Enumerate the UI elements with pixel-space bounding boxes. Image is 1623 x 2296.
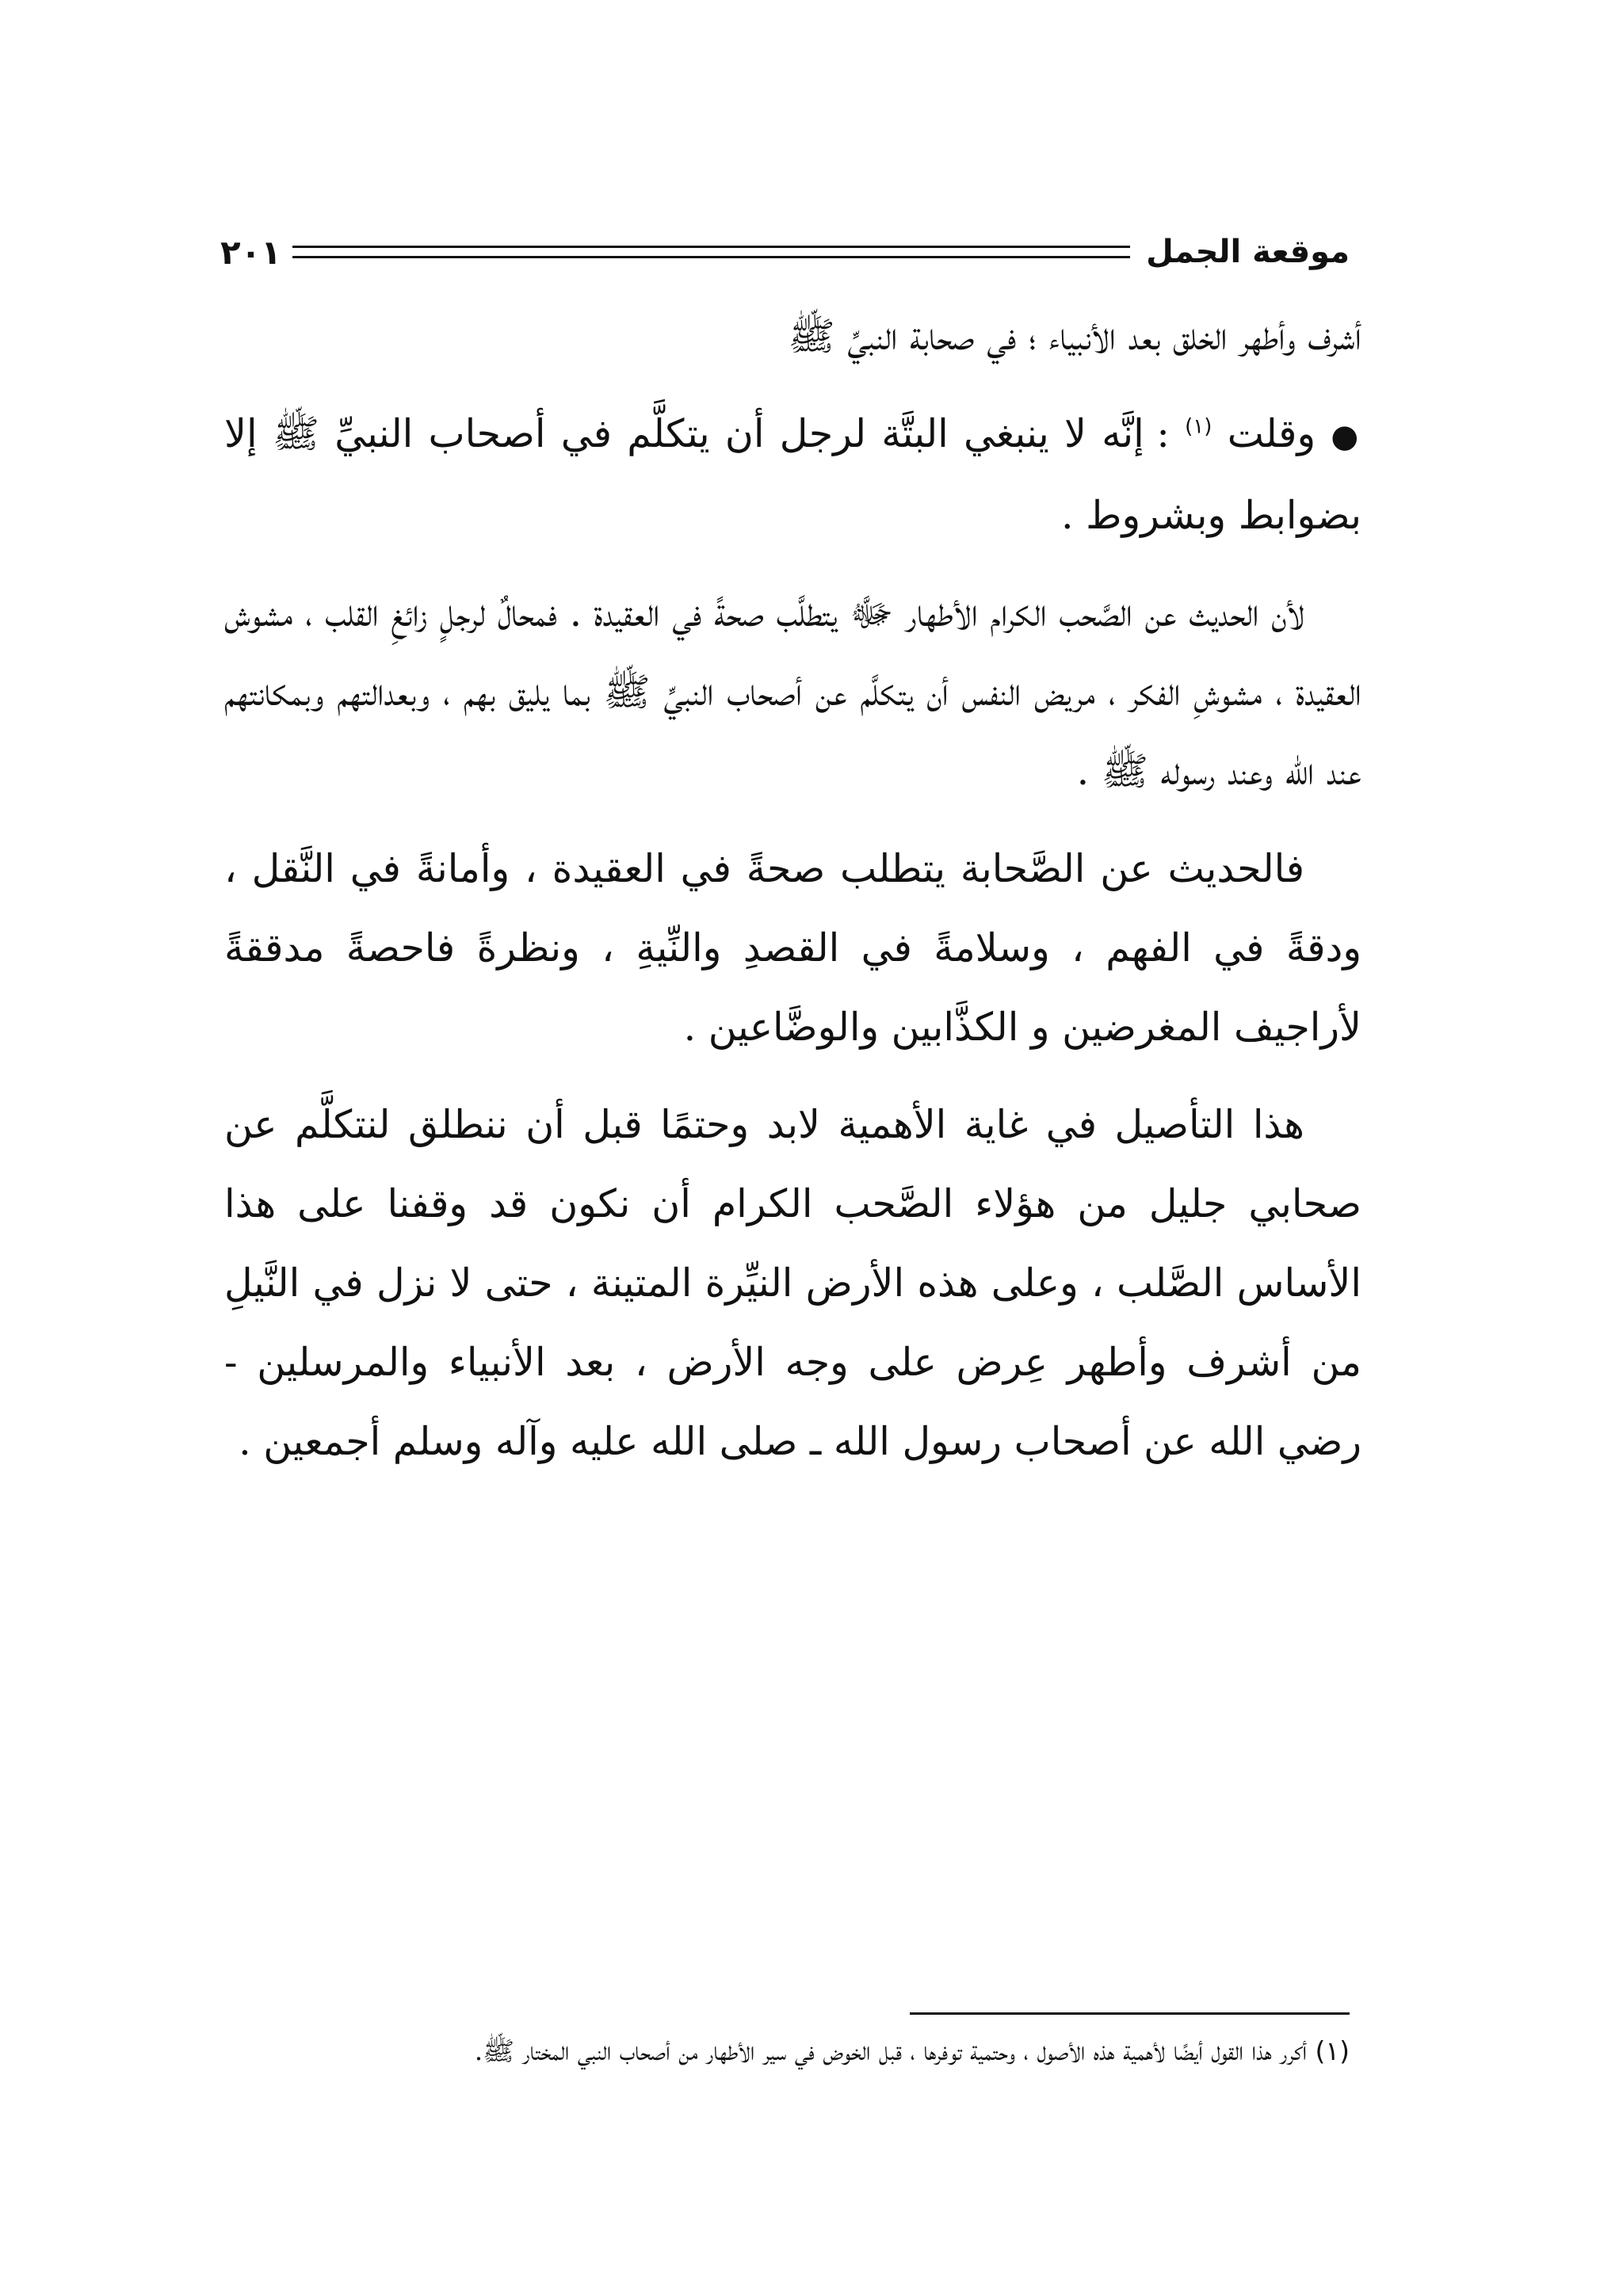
header-rule (292, 246, 1130, 258)
page-number: ٢٠١ (220, 232, 281, 272)
paragraph: هذا التأصيل في غاية الأهمية لابد وحتمًا قبل أن ننطلق لنتكلَّم عن صحابي جليل من هؤلاء الصَّحب الكرام أن نكون قد وقفنا على هذا الأساس الصَّلب ، وعلى هذه الأرض النيِّرة المتينة ، حتى لا نزل في النَّيلِ من أشرف وأطهر عِرض على وجه الأرض ، بعد الأنبياء والمرسلين - رضي الله عن أصحاب رسول الله ـ صلى الله عليه وآله وسلم أجمعين . (224, 1102, 1361, 1464)
chapter-title: موقعة الجمل (1146, 234, 1350, 270)
bullet-icon: ● (1331, 418, 1362, 455)
paragraph: لأن الحديث عن الصَّحب الكرام الأطهار ﷻ يتطلَّب صحةً في العقيدة . فمحالٌ لرجلٍ زائغِ القلب ، مشوش العقيدة ، مشوشِ الفكر ، مريض النفس أن يتكلَّم عن أصحاب النبيِّ ﷺ بما يليق بهم ، وبعدالتهم وبمكانتهم عند الله وعند رسوله ﷺ . (224, 590, 1361, 794)
footnote-reference[interactable]: (١) (1185, 414, 1212, 439)
footnote-divider (910, 2012, 1350, 2015)
paragraph-bullet (224, 395, 1361, 555)
footnote-marker: (١) (1315, 2035, 1350, 2066)
footnote (220, 2025, 1350, 2077)
paragraph-bullet-start: وقلت (1227, 411, 1316, 456)
running-header (220, 224, 1350, 280)
paragraph: فالحديث عن الصَّحابة يتطلب صحةً في العقيدة ، وأمانةً في النَّقل ، ودقةً في الفهم ، وسلامةً في القصدِ والنِّيةِ ، ونظرةً فاحصةً مدققةً لأراجيف المغرضين و الكذَّابين والوضَّاعين . (224, 846, 1361, 1050)
paragraph-bullet-rest: : إنَّه لا ينبغي البتَّة لرجل أن يتكلَّم في أصحاب النبيِّ ﷺ إلا بضوابط وبشروط . (224, 411, 1361, 538)
footnote-text: أكرر هذا القول أيضًا لأهمية هذه الأصول ، وحتمية توفرها ، قبل الخوض في سير الأطهار من أصحاب النبي المختار ﷺ. (474, 2035, 1308, 2066)
body-text (224, 297, 1361, 1500)
footnote-line (220, 2025, 1350, 2077)
paragraph-continuation: أشرف وأطهر الخلق بعد الأنبياء ؛ في صحابة النبيِّ ﷺ (788, 314, 1361, 359)
